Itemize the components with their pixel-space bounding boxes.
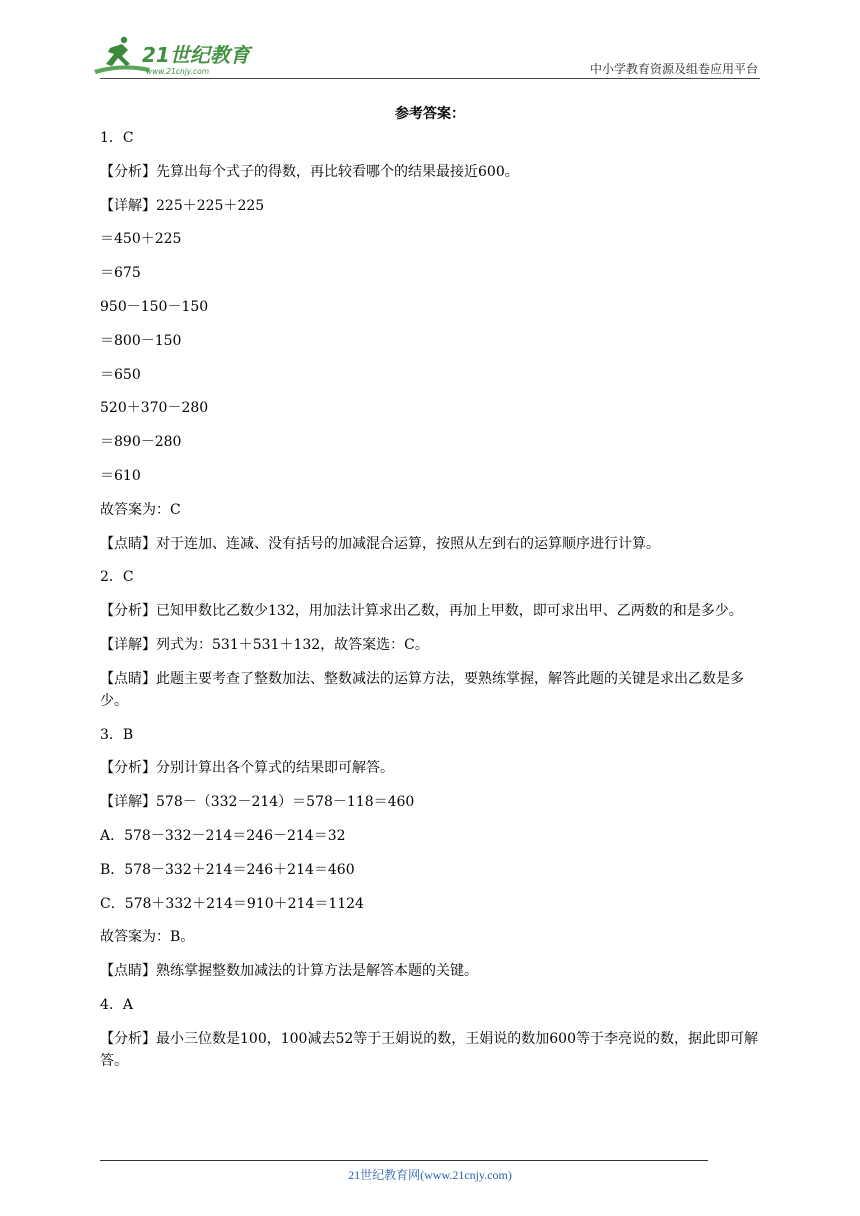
text-line: 【点睛】此题主要考查了整数加法、整数减法的运算方法，要熟练掌握，解答此题的关键是求出乙数是多少。 <box>100 670 744 709</box>
text-line: ＝800－150 <box>100 332 182 349</box>
answer-content <box>100 127 762 1084</box>
text-line: 【详解】578－（332－214）＝578－118＝460 <box>100 794 415 811</box>
text-line: 【点睛】熟练掌握整数加减法的计算方法是解答本题的关键。 <box>100 963 478 980</box>
text-line: 950－150－150 <box>100 298 209 315</box>
footer-link[interactable]: 21世纪教育网(www.21cnjy.com) <box>348 1168 512 1182</box>
page-header <box>0 0 860 80</box>
text-line: 4．A <box>100 996 134 1013</box>
text-line: ＝650 <box>100 366 141 383</box>
svg-text:21世纪教育: 21世纪教育 <box>142 43 250 67</box>
21cnjy-logo <box>92 34 262 78</box>
text-line: 【分析】先算出每个式子的得数，再比较看哪个的结果最接近600。 <box>100 163 519 180</box>
text-line: B．578－332＋214＝246＋214＝460 <box>100 861 355 878</box>
text-line: 1．C <box>100 130 134 146</box>
text-line: 【点睛】对于连加、连减、没有括号的加减混合运算，按照从左到右的运算顺序进行计算。 <box>100 535 660 552</box>
text-line: 【详解】225＋225＋225 <box>100 197 265 214</box>
text-line: ＝675 <box>100 265 141 282</box>
text-line: ＝610 <box>100 467 141 484</box>
footer-divider <box>100 1160 708 1161</box>
text-line: 故答案为：C <box>100 501 181 518</box>
text-line: 520＋370－280 <box>100 400 209 417</box>
text-line: 【详解】列式为：531＋531＋132，故答案选：C。 <box>100 636 429 653</box>
text-line: A．578－332－214＝246－214＝32 <box>100 827 346 844</box>
text-line: 故答案为：B。 <box>100 929 195 946</box>
text-line: 【分析】已知甲数比乙数少132，用加法计算求出乙数，再加上甲数，即可求出甲、乙两数的和是多少。 <box>100 603 743 620</box>
header-divider <box>100 78 760 79</box>
text-line: 【分析】最小三位数是100，100减去52等于王娟说的数，王娟说的数加600等于李亮说的数，据此即可解答。 <box>100 1030 758 1069</box>
text-line: ＝450＋225 <box>100 231 182 248</box>
text-line: 3．B <box>100 726 134 743</box>
text-line: C．578＋332＋214＝910＋214＝1124 <box>100 895 364 912</box>
text-line: 【分析】分别计算出各个算式的结果即可解答。 <box>100 760 394 777</box>
platform-name: 中小学教育资源及组卷应用平台 <box>589 62 758 76</box>
svg-text:www.21cnjy.com: www.21cnjy.com <box>146 67 210 76</box>
text-line: 2．C <box>100 569 134 586</box>
text-line: ＝890－280 <box>100 434 182 451</box>
answer-title: 参考答案： <box>395 106 465 122</box>
